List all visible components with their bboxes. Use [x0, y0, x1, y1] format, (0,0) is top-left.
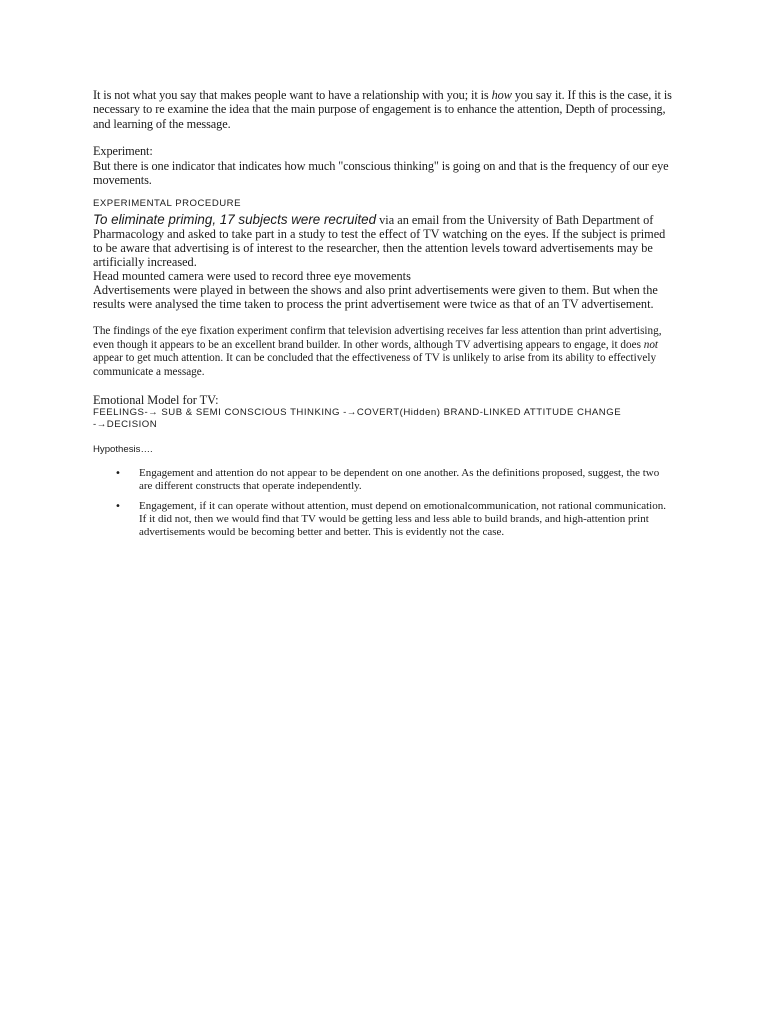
- findings-paragraph: [93, 325, 673, 379]
- hypothesis-heading: Hypothesis….: [93, 444, 153, 456]
- intro-emphasis: how: [491, 88, 512, 102]
- procedure-heading: EXPERIMENTAL PROCEDURE: [93, 198, 242, 210]
- procedure-ads-line: Advertisements were played in between the shows and also print advertisements were given to them. But when the results were analysed the time taken to process the print advertisement were twice as that of an TV advertisement.: [93, 283, 658, 312]
- intro-paragraph: [93, 88, 673, 131]
- procedure-lead-paragraph: [93, 213, 673, 269]
- list-item: [115, 467, 669, 493]
- hypothesis-list: [93, 467, 669, 539]
- model-line: FEELINGS-→ SUB & SEMI CONSCIOUS THINKING -→COVERT(Hidden) BRAND-LINKED ATTITUDE CHANGE -→DECISION: [93, 407, 622, 430]
- bullet-icon: •: [115, 468, 121, 480]
- findings-text-1: The findings of the eye fixation experiment confirm that television advertising receives far less attention than print advertising, even though it appears to be an excellent brand builder. In other words, although TV advertising appears to engage, it does: [93, 325, 662, 351]
- document-page: [93, 88, 673, 545]
- list-item-text: Engagement and attention do not appear to be dependent on one another. As the definitions proposed, suggest, the two are different constructs that operate independently.: [139, 467, 660, 493]
- model-title: Emotional Model for TV:: [93, 393, 219, 408]
- list-item-text: Engagement, if it can operate without attention, must depend on emotionalcommunication, not rational communication. If it did not, then we would find that TV would be getting less and less able to build brands, and high-attention print advertisements would be becoming better and better. This is evidently not the case.: [139, 499, 666, 539]
- findings-text-2: appear to get much attention. It can be concluded that the effectiveness of TV is unlikely to arise from its ability to effectively communicate a message.: [93, 352, 657, 378]
- experiment-heading: Experiment:: [93, 144, 153, 159]
- intro-text-2: you say it. If this is the case, it is necessary to re examine the idea that the main purpose of engagement is to enhance the attention, Depth of processing, and learning of the message.: [93, 88, 672, 131]
- intro-text-1: It is not what you say that makes people want to have a relationship with you; it is: [93, 88, 492, 102]
- procedure-camera-line: Head mounted camera were used to record three eye movements: [93, 269, 411, 284]
- bullet-icon: •: [115, 500, 121, 512]
- list-item: [115, 499, 669, 540]
- experiment-body: But there is one indicator that indicates how much "conscious thinking" is going on and that is the frequency of our eye movements.: [93, 158, 669, 188]
- findings-emphasis: not: [643, 338, 659, 351]
- procedure-lead: To eliminate priming, 17 subjects were recruited: [93, 212, 377, 228]
- procedure-lead-rest: via an email from the University of Bath Department of Pharmacology and asked to take part in a study to test the effect of TV watching on the eyes. If the subject is primed to be aware that advertising is of interest to the researcher, then the attention levels toward advertisements may be artificially increased.: [93, 213, 666, 270]
